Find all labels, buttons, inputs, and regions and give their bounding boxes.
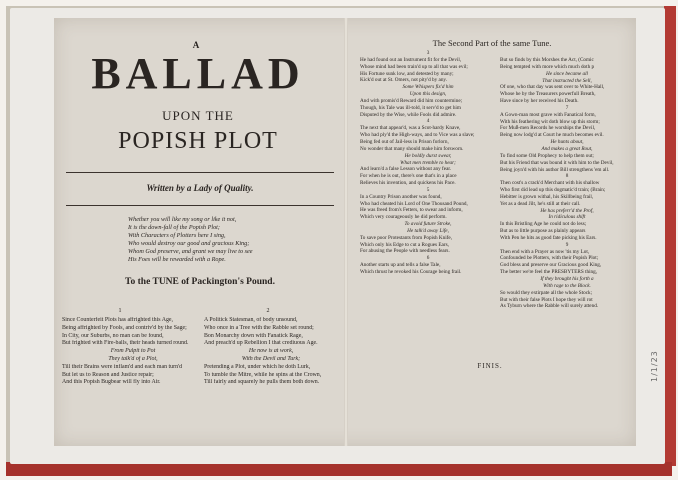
verse-refrain: Upon this design,: [409, 91, 447, 98]
verse-line: With Characters of Plotters here I sing,: [128, 232, 226, 239]
verse-line: Whose mind had been train'd up to all that was evil;: [360, 63, 468, 70]
verse-line: It is the down-fall of the Popish Plot;: [128, 224, 220, 231]
verse-line: Bon Monarchy down with Fanatick Rage,: [204, 332, 303, 339]
title-popish-plot: POPISH PLOT: [118, 128, 278, 154]
verse-refrain: What men tremble to hear;: [400, 159, 456, 166]
verse-line: His Foes will be rewarded with a Rope.: [128, 256, 226, 263]
verse-line: In a Country Prison another was found,: [360, 193, 442, 200]
title-ballad: BALLAD: [91, 49, 305, 98]
verse-line: But with their false Plots I hope they will rot: [500, 296, 593, 303]
verse-line: But so finds by this Morshes the Act, (Comic: [500, 57, 594, 63]
verse-line: His Fortune sunk low, and detested by many;: [360, 70, 454, 77]
verse-line: But let us to Reason and Justice repair;: [62, 371, 154, 378]
stanza-number: 2: [266, 308, 270, 314]
verse-line: Whether you will like my song or like it not,: [128, 216, 237, 223]
verse-line: Yet as a dead Jilt, he's still at their call.: [500, 200, 581, 207]
right-column-1: [360, 50, 496, 276]
verse-refrain: He since became all: [546, 70, 588, 77]
verse-line: Being fed out of Jail-less in Prison forlorn,: [360, 138, 449, 145]
verse-line: Whom God preserve, and grant we may live to see: [128, 248, 253, 255]
stanza-number: 4: [426, 118, 430, 125]
verse-line: Then end with a Prayer as now 'tis my Lot,: [500, 248, 590, 255]
verse-line: Pretending a Plot, under which he doth Lurk,: [204, 363, 311, 370]
right-column-2: [500, 57, 634, 310]
byline: Written by a Lady of Quality.: [146, 183, 254, 193]
verse-refrain: With rage to the Block.: [543, 282, 591, 289]
verse-line: But as to little purpose as plainly appears: [500, 228, 586, 235]
verse-line: Disputed by the Wise, while Fools did admire.: [360, 111, 457, 118]
stanza-number: 8: [565, 173, 569, 180]
verse-line: To tumble the Mitre, while he spins at the Crown,: [204, 371, 322, 378]
verse-refrain: To avoid future Stroke,: [404, 221, 452, 228]
preface-verse: [128, 216, 308, 264]
verse-refrain: He now is at work,: [248, 348, 294, 355]
verse-line: In this Bristling Age he could not do less;: [500, 221, 587, 228]
verse-line: Who first did lead up this dogmatic'd train; (Brain;: [500, 187, 606, 194]
verse-line: Who had cheated his Lord of One Thousand Pound,: [360, 200, 468, 207]
verse-line: Confounded be Plotters, with their Popish Plot;: [500, 255, 599, 262]
verse-line: He was freed from's Fetters, to swear and inform,: [360, 207, 463, 214]
verse-refrain: He boldly durst swear,: [404, 152, 452, 159]
verse-line: Which thrust he revoked his Courage being frail.: [360, 269, 462, 275]
verse-line: Kick'd out at St. Omers, not pity'd by any.: [360, 77, 447, 84]
verse-line: Which only his Edge to cut a Rogues Ears,: [360, 241, 449, 248]
verse-line: To save poor Protestants from Popish Knife,: [360, 234, 452, 241]
verse-line: In City, our Suburbs, no man can be found,: [62, 332, 164, 339]
verse-refrain: He talk'd away Life,: [407, 227, 449, 234]
verse-line: With Pen he hits as good fate picking his Ears.: [500, 234, 597, 241]
verse-line: The better we're feel the PRESBYTERS thing,: [500, 269, 598, 276]
verse-line: Then cost's a crack'd Merchant with his shallow: [500, 180, 600, 187]
verse-line: Relieves his invention, and quickens his Pace.: [360, 180, 456, 187]
stanza-number: 1: [118, 308, 122, 314]
verse-line: Being tempted with more which much doth p: [500, 63, 595, 70]
pencil-margin-note: 1/1/23: [650, 350, 659, 382]
verse-refrain: Some Whispers fix'd him: [402, 84, 454, 91]
stanza-number: 6: [426, 255, 430, 262]
verse-line: And this Popish Bugbear will fly into Air.: [62, 379, 161, 386]
verse-refrain: In ridiculous shift: [548, 214, 586, 221]
verse-line: Whose he by the Treasurers powerfull Breath,: [500, 91, 596, 98]
stanza-1: [62, 317, 204, 387]
divider-rule: [66, 205, 334, 206]
verse-line: And with promis'd Reward did him countermine;: [360, 97, 463, 104]
verse-line: For Muß-men Records he worships the Devil,: [500, 125, 596, 132]
verse-line: Being now lodg'd at Court he much becomes evil.: [500, 132, 604, 139]
verse-line: Being affrighted by Fools, and contriv'd by the Sage;: [62, 324, 187, 331]
verse-line: Who would destroy our good and gracious King;: [128, 240, 250, 247]
verse-line: But frighted with Fire-balls, their heads turned round.: [62, 340, 189, 347]
verse-refrain: From Pulpit to Pot: [110, 348, 156, 355]
verse-line: But his Friend that was bound it with him to the Devil,: [500, 159, 614, 166]
heading-a: A: [192, 40, 200, 50]
stanza-number: 3: [426, 50, 430, 56]
verse-refrain: He has preferr'd the Prof,: [540, 207, 594, 214]
book-bottom-edge: [6, 462, 672, 476]
verse-refrain: If they brought his forth a: [540, 276, 594, 282]
verse-line: No wonder that many should make him forsworn.: [360, 145, 464, 152]
verse-line: With his feathering wit doth blow up this storm;: [500, 118, 600, 125]
verse-line: For abusing the People with needless fears.: [360, 248, 450, 255]
verse-line: Since Counterfeit Plots has affrighted this Age,: [62, 317, 173, 323]
verse-line: To find some Old Prophecy to help them out;: [500, 152, 594, 159]
stanza-number: 5: [426, 186, 430, 193]
verse-line: As Tyburn where the Rabble will surely attend.: [500, 303, 599, 310]
verse-line: A Politick Statesman, of body unsound,: [204, 317, 298, 323]
verse-line: For when he is out, there's one that's in a place: [360, 173, 457, 180]
verse-line: Though, his Tale was ill-told, it serv'd to get him: [360, 104, 461, 111]
verse-line: Till fairly and squarely he pulls them both down.: [204, 379, 320, 386]
verse-refrain: With the Devil and Turk;: [241, 355, 301, 362]
finis: FINIS.: [477, 362, 503, 370]
divider-rule: [66, 172, 334, 173]
stanza-number: 7: [565, 104, 569, 111]
tune-line: To the TUNE of Packington's Pound.: [125, 277, 275, 287]
stanza-number: 9: [565, 241, 569, 248]
verse-line: And learn'd a false Lesson without any fear.: [360, 166, 452, 173]
verse-line: A Gown-man most grave with Fanatical form,: [500, 111, 596, 118]
verse-line: Another starts up and tells a false Tale,: [360, 262, 441, 269]
verse-refrain: He hunts about,: [550, 139, 584, 146]
verse-line: Who once in a Tree with the Rabble set round;: [204, 324, 314, 331]
verse-refrain: They talk'd of a Plot,: [108, 355, 158, 362]
verse-line: God bless and preserve our Gracious good King,: [500, 262, 602, 269]
verse-line: He had found out an Instrument fit for the Devil,: [360, 56, 462, 63]
verse-line: Hebitter is grown withal, his Skillbeing frail,: [500, 193, 594, 200]
stanza-2: [204, 317, 338, 387]
verse-line: Have since by her received his Death.: [500, 98, 579, 105]
verse-line: Being joyn'd with his author Bill strengthens 'em all.: [500, 166, 610, 173]
verse-line: Which very courageously he did perform.: [360, 214, 447, 221]
verse-line: Till their Brains were inflam'd and each man turn'd: [62, 363, 183, 370]
center-fold: [344, 18, 348, 446]
book-spine-edge: [664, 6, 676, 466]
verse-line: Of one, who that day was sent over to White-Hall,: [500, 84, 605, 91]
title-upon-the: UPON THE: [162, 108, 234, 123]
second-part-heading: The Second Part of the same Tune.: [432, 38, 552, 48]
verse-line: And preach'd up Rebellion I that crediuous Age.: [204, 340, 318, 347]
verse-refrain: That instructed the Sell,: [542, 77, 592, 84]
verse-refrain: And makes a great Rout,: [541, 145, 593, 152]
verse-line: Who had ply'd the High-ways, and to Vice was a slave;: [360, 132, 475, 139]
verse-line: The next that appear'd, was a Scot-hardy Knave,: [360, 125, 461, 132]
verse-line: So would they extirpate all the whole Stock;: [500, 289, 593, 296]
